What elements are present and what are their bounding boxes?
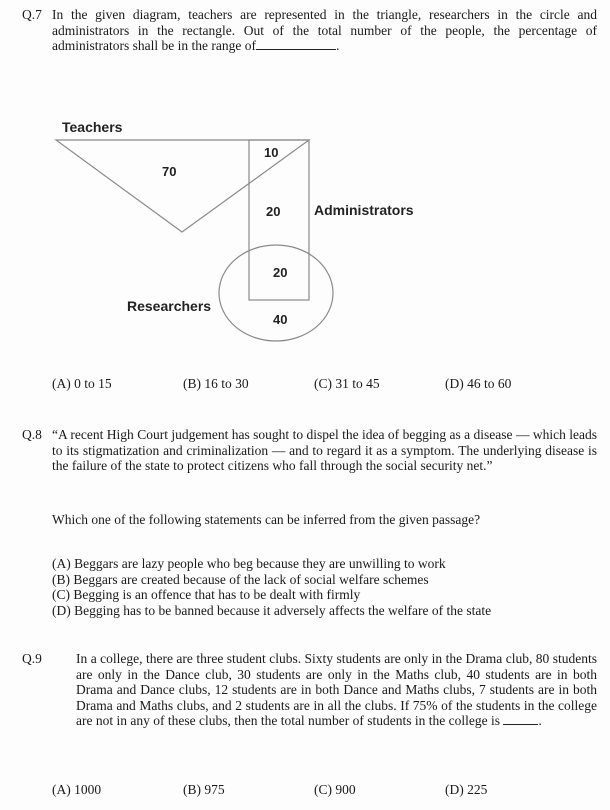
diagram-shapes [0, 0, 610, 360]
label-researchers: Researchers [127, 298, 212, 314]
q9-option-a[interactable]: (A) 1000 [52, 782, 102, 797]
q7-option-a[interactable]: (A) 0 to 15 [52, 376, 112, 391]
answer-blank [503, 713, 538, 725]
value-teachers-only: 70 [162, 164, 177, 179]
q8-option-d[interactable]: (D) Begging has to be banned because it adversely affects the welfare of the state [52, 602, 492, 618]
value-teachers-admin: 10 [264, 145, 279, 160]
question-passage-q8: “A recent High Court judgement has sought to dispel the idea of begging as a disease — which leads to its stigmatization and criminalization — and to regard it as a symptom. The underlying disease is the failure of the state to protect citizens who fall through the social security net.” [52, 427, 597, 473]
q7-option-c[interactable]: (C) 31 to 45 [314, 376, 380, 391]
q8-option-b[interactable]: (B) Beggars are created because of the lack of social welfare schemes [52, 571, 429, 587]
q9-option-b[interactable]: (B) 975 [183, 782, 225, 797]
q8-option-a[interactable]: (A) Beggars are lazy people who beg because they are unwilling to work [52, 556, 446, 571]
question-text-q8: Which one of the following statements can be inferred from the given passage? [52, 512, 481, 527]
question-number-q7: Q.7 [22, 7, 42, 22]
q7-option-d[interactable]: (D) 46 to 60 [445, 376, 512, 391]
value-researchers-only: 40 [273, 312, 288, 327]
question-text-q7: In the given diagram, teachers are represented in the triangle, researchers in the circle and administrators in the rectangle. Out of the total number of the people, the percentage of administrators shall be in the range of . [52, 7, 597, 53]
question-number-q9: Q.9 [22, 651, 42, 666]
q8-options [52, 556, 491, 618]
label-administrators: Administrators [314, 202, 414, 218]
label-teachers: Teachers [62, 119, 123, 135]
q9-option-c[interactable]: (C) 900 [314, 782, 356, 797]
question-text-q9: In a college, there are three student clubs. Sixty students are only in the Drama club, 80 students are only in the Dance club, 30 students are only in the Maths club, 40 students are in both Drama and Dance clubs, 12 students are in both Dance and Maths clubs, 7 students are in both Drama and Maths clubs, and 2 students are in all the clubs. If 75% of the students in the college are not in any of these clubs, then the total number of students in the college is . [76, 651, 597, 728]
q7-option-b[interactable]: (B) 16 to 30 [183, 376, 249, 391]
value-admin-only: 20 [266, 204, 281, 219]
question-number-q8: Q.8 [22, 427, 42, 442]
q9-option-d[interactable]: (D) 225 [445, 782, 488, 797]
value-admin-researchers: 20 [273, 265, 288, 280]
q8-option-c[interactable]: (C) Begging is an offence that has to be dealt with firmly [52, 587, 361, 602]
